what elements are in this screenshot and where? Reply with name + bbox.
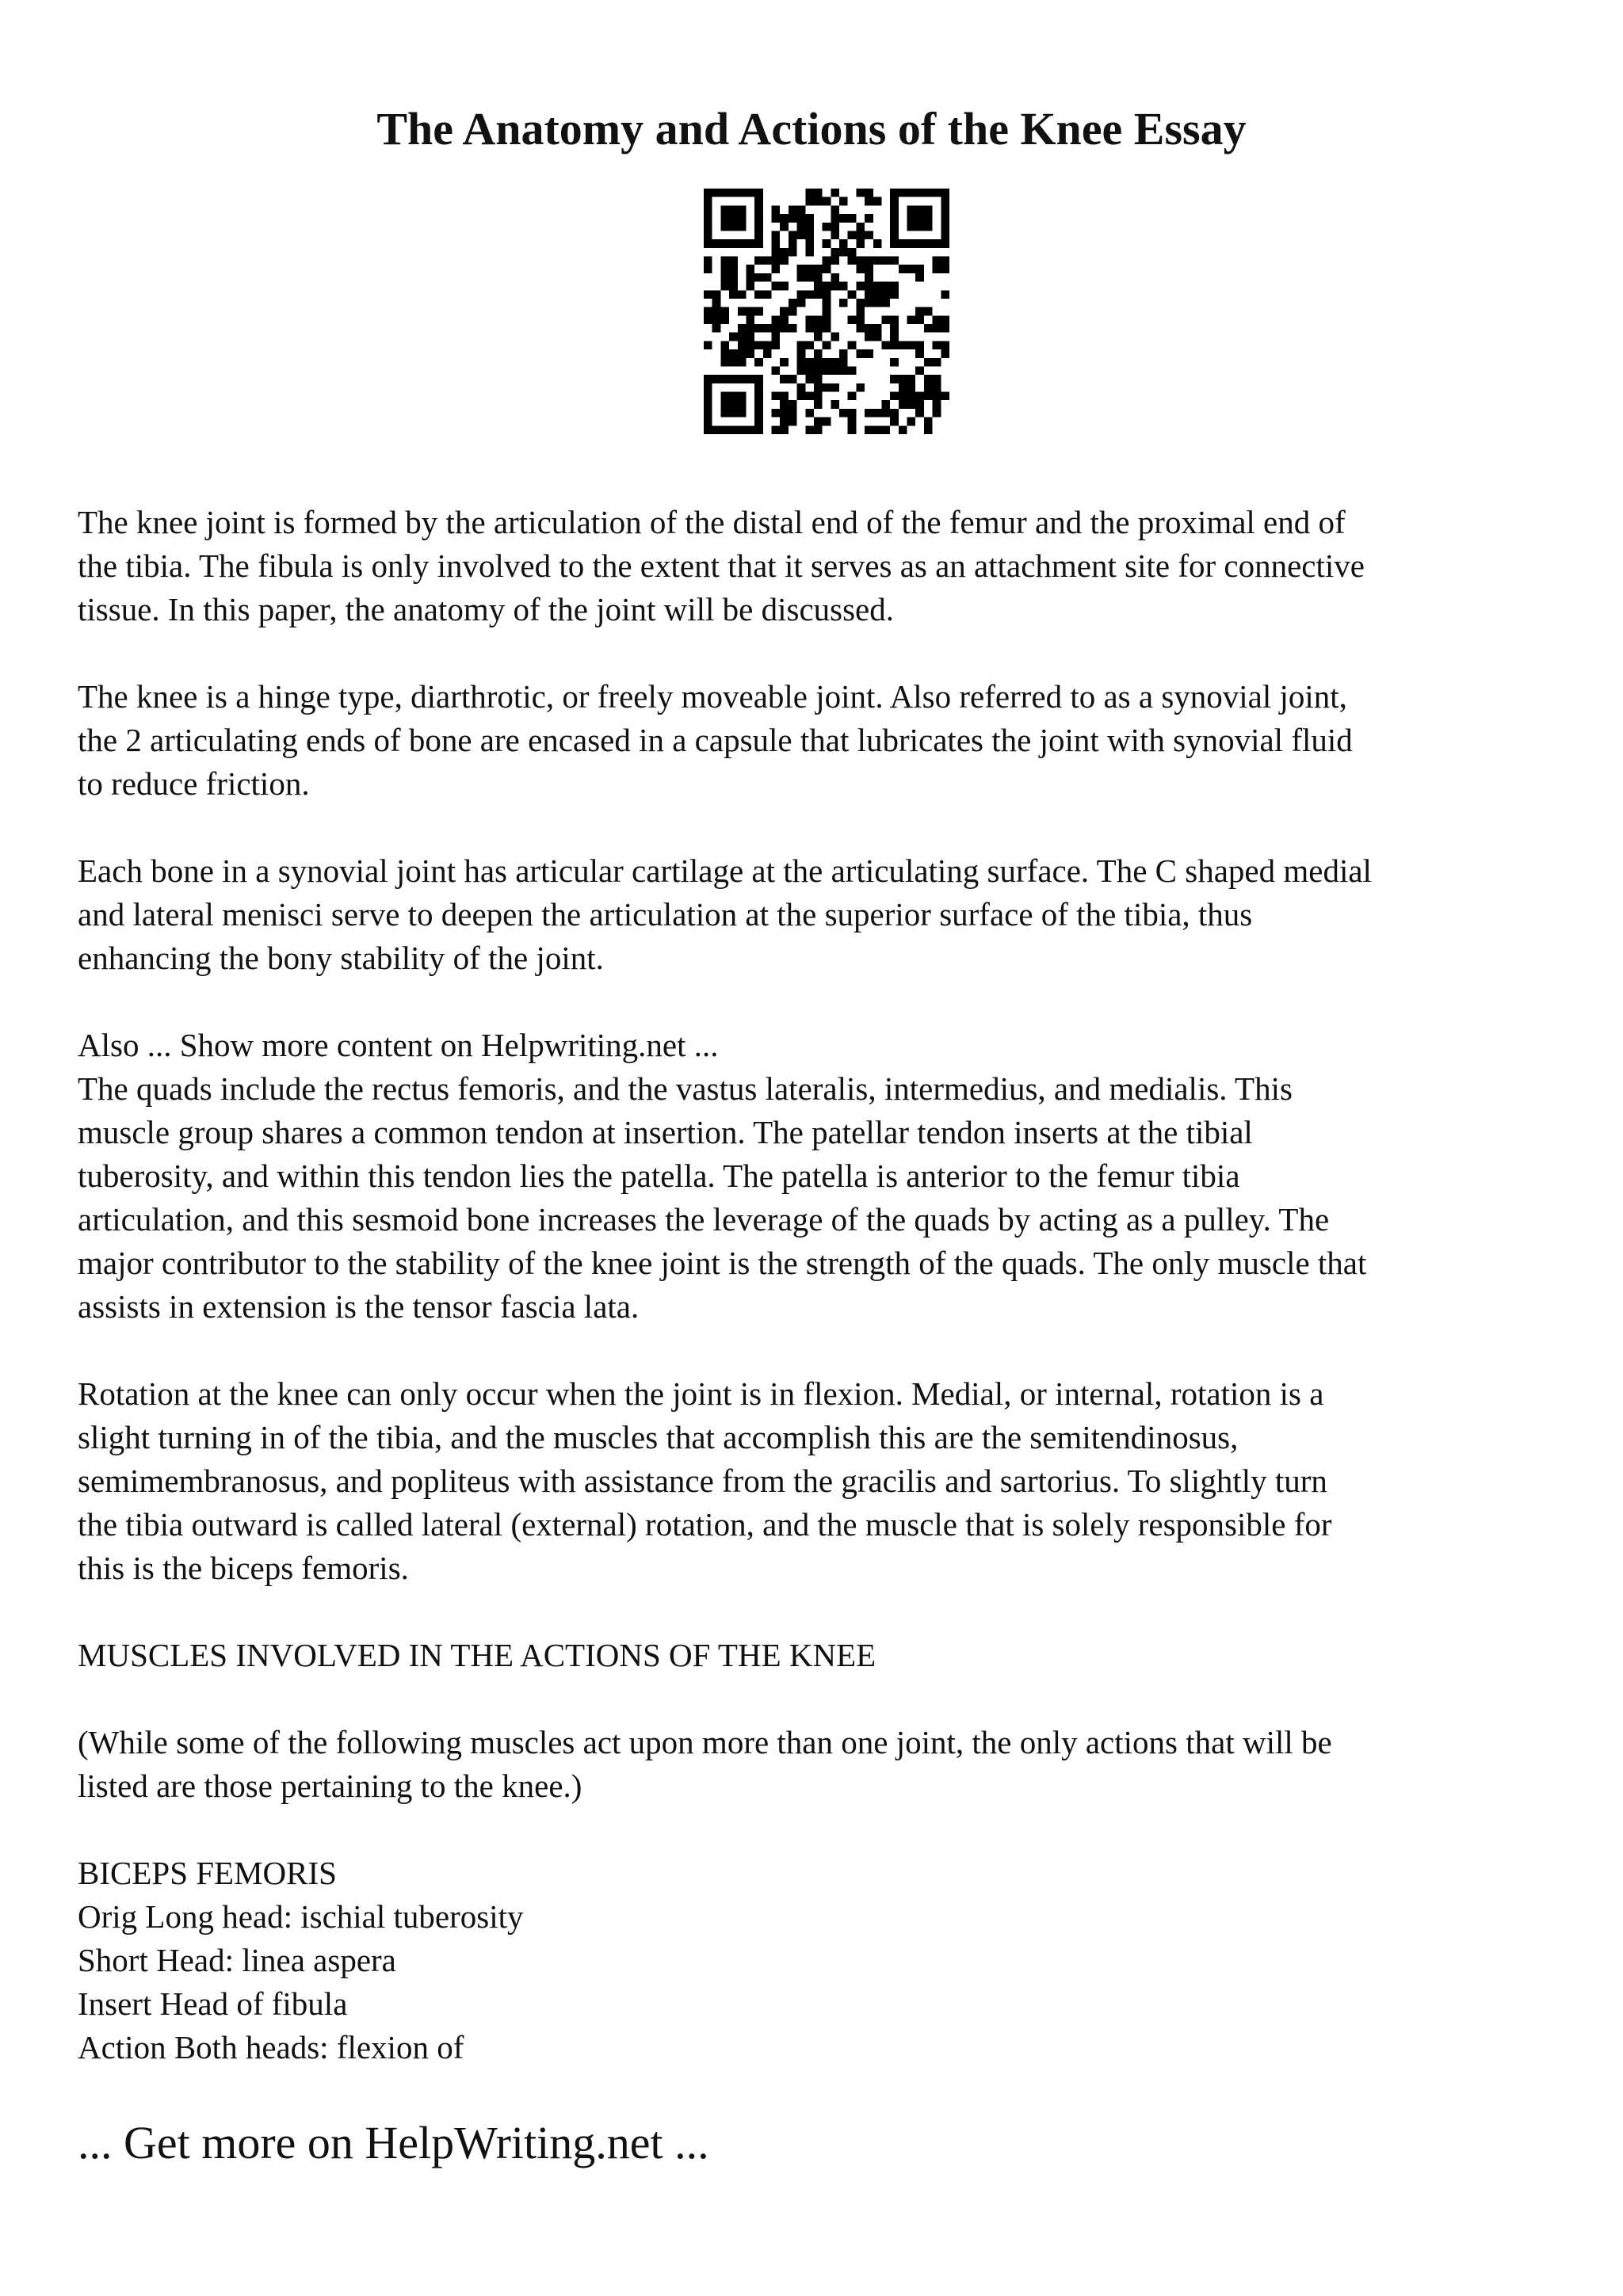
paragraph-2 xyxy=(78,675,1568,806)
text-line: tissue. In this paper, the anatomy of the joint will be discussed. xyxy=(78,591,895,627)
show-more-line xyxy=(78,1024,1568,1067)
text-line: listed are those pertaining to the knee.) xyxy=(78,1768,582,1804)
text-line: slight turning in of the tibia, and the muscles that accomplish this are the semitendinosus, xyxy=(78,1419,1239,1455)
text-line: this is the biceps femoris. xyxy=(78,1550,409,1586)
paragraph-3 xyxy=(78,849,1568,980)
text-line: to reduce friction. xyxy=(78,765,310,802)
qr-code-icon[interactable] xyxy=(704,189,949,434)
text-line: semimembranosus, and popliteus with assistance from the gracilis and sartorius. To slightly turn xyxy=(78,1463,1327,1499)
text-line: articulation, and this sesmoid bone increases the leverage of the quads by acting as a pulley. The xyxy=(78,1201,1330,1238)
essay-body xyxy=(78,501,1568,2113)
qr-code-modules xyxy=(704,189,949,434)
text-line: The quads include the rectus femoris, and the vastus lateralis, intermedius, and medialis. This xyxy=(78,1070,1293,1107)
text-line: muscle group shares a common tendon at insertion. The patellar tendon inserts at the tibial xyxy=(78,1114,1253,1150)
text-line: assists in extension is the tensor fascia lata. xyxy=(78,1288,640,1325)
muscle-action: Action Both heads: flexion of xyxy=(78,2029,464,2065)
paragraph-6 xyxy=(78,1721,1568,1808)
paragraph-5 xyxy=(78,1372,1568,1590)
page-title: The Anatomy and Actions of the Knee Essay xyxy=(376,103,1247,154)
text-line: Rotation at the knee can only occur when the joint is in flexion. Medial, or internal, rotation is a xyxy=(78,1375,1324,1412)
text-line: major contributor to the stability of the knee joint is the strength of the quads. The only muscle that xyxy=(78,1245,1367,1281)
paragraph-1 xyxy=(78,501,1568,631)
biceps-femoris-block xyxy=(78,1852,1568,2069)
muscle-origin: Orig Long head: ischial tuberosity xyxy=(78,1898,524,1935)
show-more-link[interactable]: Also ... Show more content on Helpwriting.net ... xyxy=(78,1027,719,1063)
text-line: The knee joint is formed by the articulation of the distal end of the femur and the proximal end of xyxy=(78,504,1346,540)
muscle-insertion: Insert Head of fibula xyxy=(78,1985,348,2022)
section-heading xyxy=(78,1634,1568,1677)
text-line: the 2 articulating ends of bone are encased in a capsule that lubricates the joint with synovial fluid xyxy=(78,722,1353,758)
heading-text: MUSCLES INVOLVED IN THE ACTIONS OF THE KNEE xyxy=(78,1637,876,1673)
text-line: Each bone in a synovial joint has articular cartilage at the articulating surface. The C shaped medial xyxy=(78,852,1372,889)
text-line: the tibia. The fibula is only involved to the extent that it serves as an attachment site for connective xyxy=(78,547,1365,584)
text-line: (While some of the following muscles act upon more than one joint, the only actions that will be xyxy=(78,1724,1332,1760)
text-line: The knee is a hinge type, diarthrotic, or freely moveable joint. Also referred to as a synovial joint, xyxy=(78,678,1347,715)
text-line: tuberosity, and within this tendon lies the patella. The patella is anterior to the femur tibia xyxy=(78,1158,1240,1194)
muscle-name: BICEPS FEMORIS xyxy=(78,1855,337,1891)
text-line: the tibia outward is called lateral (external) rotation, and the muscle that is solely responsible for xyxy=(78,1506,1332,1543)
paragraph-4 xyxy=(78,1067,1568,1329)
get-more-link[interactable]: ... Get more on HelpWriting.net ... xyxy=(78,2117,709,2168)
text-line: and lateral menisci serve to deepen the articulation at the superior surface of the tibia, thus xyxy=(78,896,1253,933)
muscle-short-head: Short Head: linea aspera xyxy=(78,1942,396,1978)
text-line: enhancing the bony stability of the joint. xyxy=(78,940,604,976)
